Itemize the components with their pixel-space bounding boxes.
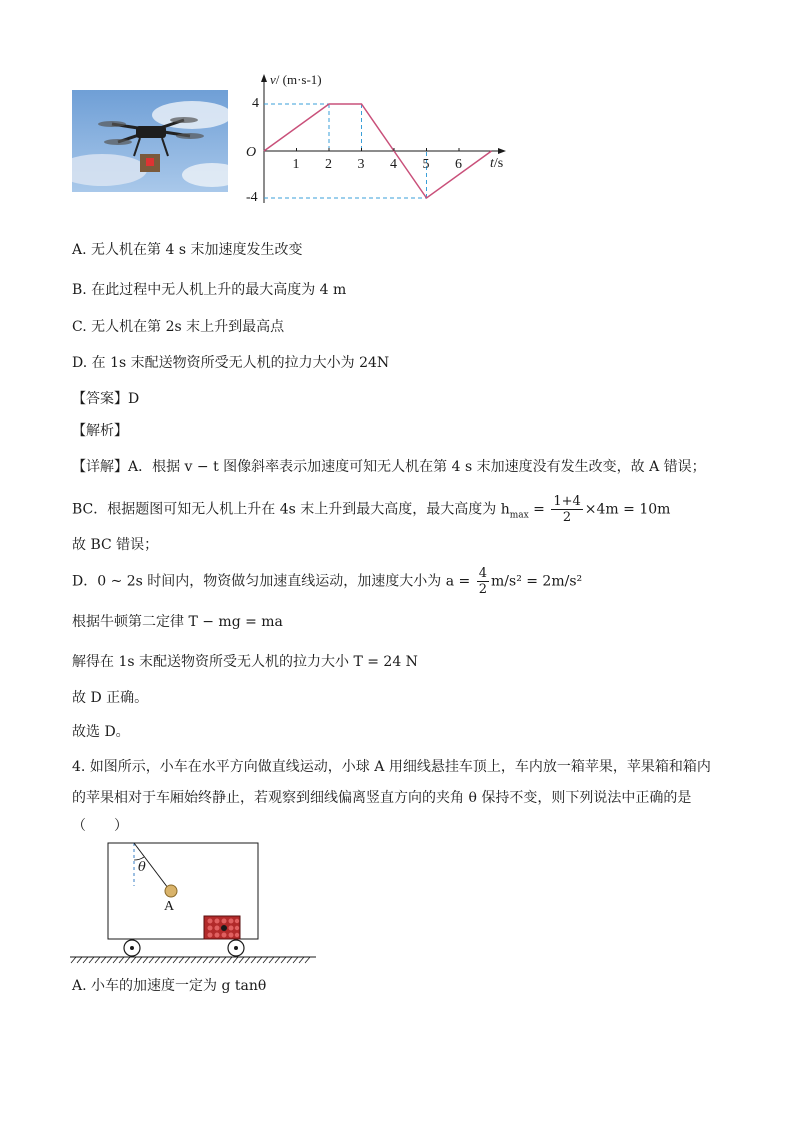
x-tick-label: 5 (422, 157, 430, 172)
origin-label: O (246, 145, 257, 160)
option-b: B. 在此过程中无人机上升的最大高度为 4 m (72, 282, 347, 298)
x-axis-label: t/s (490, 156, 504, 171)
x-tick-label: 4 (390, 157, 397, 172)
drone-photo (72, 90, 228, 192)
x-tick-label: 2 (325, 157, 332, 172)
q4-line-3: （ ） (72, 818, 128, 834)
fraction-1: $\frac{1+4}{2}$ (553, 494, 581, 525)
answer-label: 【答案】 (72, 391, 128, 407)
detail-line-1: 【详解】A．根据 v − t 图像斜率表示加速度可知无人机在第 4 s 末加速度没有发生改变，故 A 错误； (72, 459, 706, 475)
cart-diagram (70, 838, 330, 968)
y-axis-arrow (261, 74, 267, 82)
option-c: C. 无人机在第 2s 末上升到最高点 (72, 319, 285, 335)
vt-graph (240, 70, 520, 210)
theta-label: θ (138, 860, 146, 875)
x-tick-label: 3 (357, 157, 365, 172)
q4-line-1: 4. 如图所示，小车在水平方向做直线运动，小球 A 用细线悬挂车顶上，车内放一箱苹果，苹果箱和箱内 (72, 759, 711, 775)
q4-option-a: A. 小车的加速度一定为 g tanθ (72, 978, 267, 994)
detail-line-2: BC．根据题图可知无人机上升在 4s 末上升到最大高度，最大高度为 $h_{max}$ = $\frac{1+4}{2}$ ×4m = 10m (72, 494, 671, 525)
y-tick-neg4: -4 (246, 190, 258, 205)
detail-line-5: 根据牛顿第二定律 T − mg = ma (72, 614, 283, 630)
q4-line-2: 的苹果相对于车厢始终静止，若观察到细线偏离竖直方向的夹角 θ 保持不变，则下列说法中正确的是 (72, 790, 692, 806)
detail-line-6: 解得在 1s 末配送物资所受无人机的拉力大小 T = 24 N (72, 654, 418, 670)
drone-image (72, 90, 228, 192)
fraction-2: $\frac{4}{2}$ (478, 566, 488, 597)
option-d: D. 在 1s 末配送物资所受无人机的拉力大小为 24N (72, 355, 390, 371)
x-axis-arrow (498, 148, 506, 154)
x-tick-label: 1 (292, 157, 300, 172)
detail-line-3: 故 BC 错误； (72, 537, 159, 553)
ball-a (165, 885, 177, 897)
detail-line-8: 故选 D。 (72, 724, 130, 740)
answer-line (72, 389, 139, 409)
y-tick-4: 4 (252, 96, 259, 111)
x-tick-label: 6 (455, 157, 462, 172)
detail-line-7: 故 D 正确。 (72, 690, 149, 706)
y-axis-label-text: v/ (m·s-1) (270, 72, 322, 87)
detail-line-4: D．0 ~ 2s 时间内，物资做匀加速直线运动，加速度大小为 a = $\frac{4}{2}$ m/s² = 2m/s² (72, 566, 583, 597)
answer-value: D (128, 391, 140, 407)
analysis-label: 【解析】 (72, 423, 128, 439)
ball-label: A (164, 899, 175, 914)
option-a: A. 无人机在第 4 s 末加速度发生改变 (72, 242, 303, 258)
